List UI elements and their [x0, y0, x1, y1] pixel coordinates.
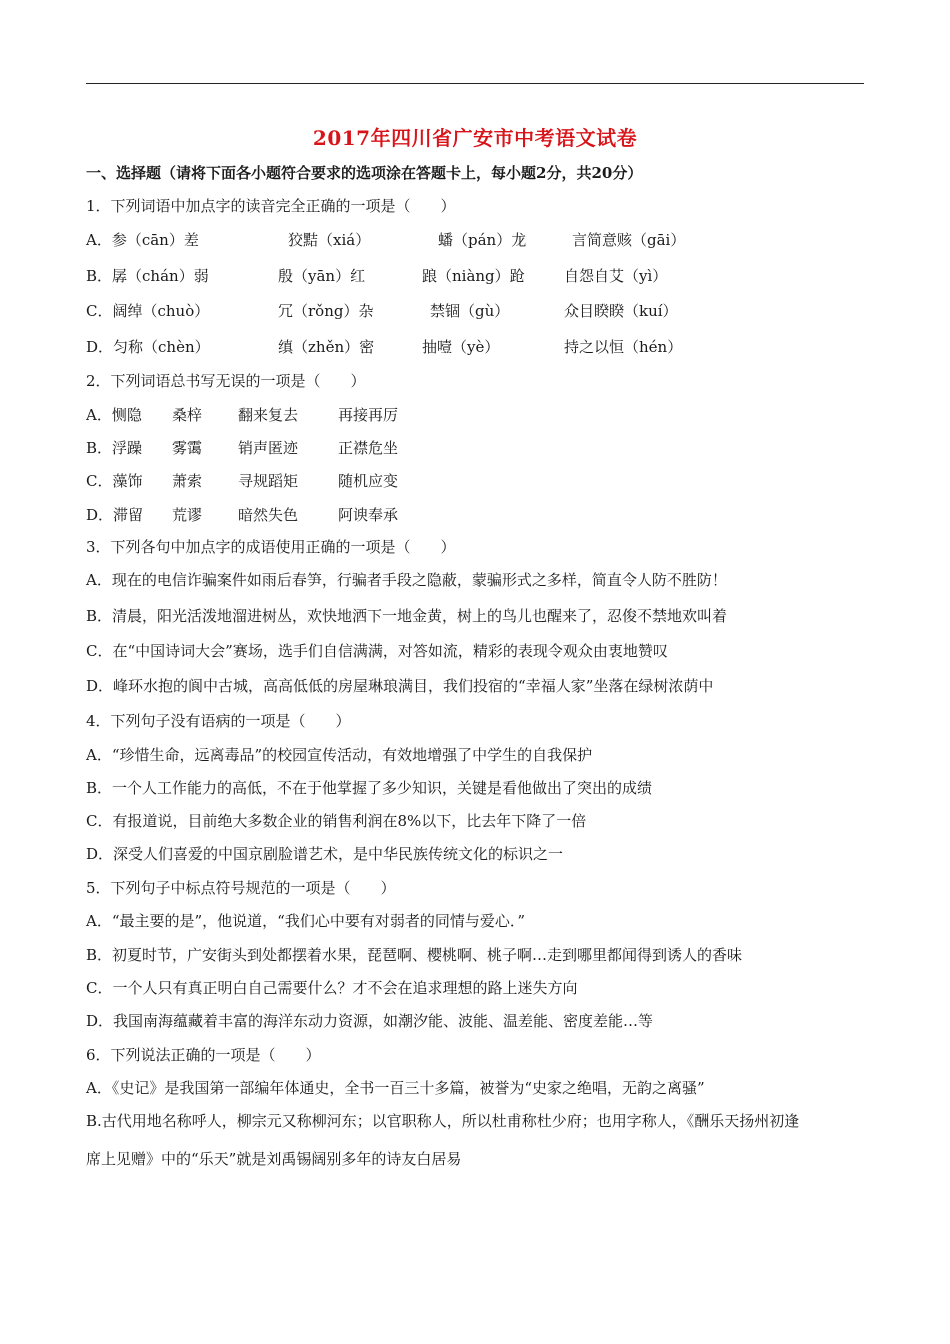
option-cell: A．恻隐 [86, 406, 142, 424]
question-5-stem: 5．下列句子中标点符号规范的一项是（ ） [86, 879, 396, 897]
question-2-stem: 2．下列词语总书写无误的一项是（ ） [86, 372, 366, 390]
option-cell: 禁锢（gù） [430, 302, 510, 320]
question-3-option-a: A．现在的电信诈骗案件如雨后春笋，行骗者手段之隐蔽，蒙骗形式之多样，简直令人防不胜防！ [86, 571, 727, 589]
question-5-option-a: A．“最主要的是”，他说道，“我们心中要有对弱者的同情与爱心．” [86, 912, 526, 930]
option-cell: 暗然失色 [238, 506, 299, 524]
option-cell: 冗（rǒng）杂 [278, 302, 374, 320]
question-4-option-a: A．“珍惜生命，远离毒品”的校园宣传活动，有效地增强了中学生的自我保护 [86, 746, 593, 764]
option-cell: 持之以恒（hén） [564, 338, 683, 356]
header-rule [86, 83, 864, 84]
option-cell: 众目睽睽（kuí） [564, 302, 678, 320]
question-4-option-d: D．深受人们喜爱的中国京剧脸谱艺术，是中华民族传统文化的标识之一 [86, 845, 564, 863]
question-5-option-b: B．初夏时节，广安街头到处都摆着水果，琵琶啊、樱桃啊、桃子啊…走到哪里都闻得到诱人的香味 [86, 946, 743, 964]
option-cell: 萧索 [172, 472, 203, 490]
option-cell: 殷（yān）红 [278, 267, 366, 285]
section-heading: 一、选择题（请将下面各小题符合要求的选项涂在答题卡上，每小题2分，共20分） [86, 164, 643, 182]
option-cell: 荒谬 [172, 506, 203, 524]
question-3-option-c: C．在“中国诗词大会”赛场，选手们自信满满，对答如流，精彩的表现令观众由衷地赞叹 [86, 642, 668, 660]
option-cell: 桑梓 [172, 406, 203, 424]
option-cell: D．滞留 [86, 506, 144, 524]
question-1-stem: 1．下列词语中加点字的读音完全正确的一项是（ ） [86, 197, 456, 215]
question-4-option-b: B．一个人工作能力的高低，不在于他掌握了多少知识，关键是看他做出了突出的成绩 [86, 779, 653, 797]
question-4-option-c: C．有报道说，目前绝大多数企业的销售利润在8%以下，比去年下降了一倍 [86, 812, 587, 830]
option-cell: 言简意赅（gāi） [572, 231, 686, 249]
option-cell: 自怨自艾（yì） [564, 267, 668, 285]
option-cell: 踉（niàng）跄 [422, 267, 525, 285]
option-cell: 正襟危坐 [338, 439, 399, 457]
option-cell: 阿谀奉承 [338, 506, 399, 524]
option-cell: D．匀称（chèn） [86, 338, 210, 356]
option-cell: C．藻饰 [86, 472, 143, 490]
option-cell: 翻来复去 [238, 406, 299, 424]
option-cell: A．参（cān）差 [86, 231, 199, 249]
question-6-stem: 6．下列说法正确的一项是（ ） [86, 1046, 321, 1064]
option-cell: 雾霭 [172, 439, 203, 457]
question-6-option-b: B.古代用地名称呼人，柳宗元又称柳河东；以官职称人，所以杜甫称杜少府；也用字称人，《酬乐天扬州初逢 [86, 1112, 800, 1130]
question-6-option-b-continued: 席上见赠》中的“乐天”就是刘禹锡阔别多年的诗友白居易 [86, 1150, 462, 1168]
option-cell: B．浮躁 [86, 439, 143, 457]
question-5-option-c: C．一个人只有真正明白自己需要什么？才不会在追求理想的路上迷失方向 [86, 979, 578, 997]
page-title: 2017年四川省广安市中考语文试卷 [312, 126, 638, 150]
option-cell: B．孱（chán）弱 [86, 267, 209, 285]
question-3-stem: 3．下列各句中加点字的成语使用正确的一项是（ ） [86, 538, 456, 556]
option-cell: C．阔绰（chuò） [86, 302, 210, 320]
question-4-stem: 4．下列句子没有语病的一项是（ ） [86, 712, 351, 730]
option-cell: 销声匿迹 [238, 439, 299, 457]
option-cell: 再接再厉 [338, 406, 399, 424]
question-6-option-a: A．《史记》是我国第一部编年体通史，全书一百三十多篇，被誉为“史家之绝唱，无韵之离骚” [86, 1079, 705, 1097]
question-3-option-d: D．峰环水抱的阆中古城，高高低低的房屋琳琅满目，我们投宿的“幸福人家”坐落在绿树浓荫中 [86, 677, 714, 695]
question-5-option-d: D．我国南海蕴藏着丰富的海洋东动力资源，如潮汐能、波能、温差能、密度差能…等 [86, 1012, 654, 1030]
option-cell: 寻规蹈矩 [238, 472, 299, 490]
option-cell: 缜（zhěn）密 [278, 338, 375, 356]
option-cell: 狡黠（xiá） [288, 231, 371, 249]
option-cell: 随机应变 [338, 472, 399, 490]
option-cell: 蟠（pán）龙 [438, 231, 527, 249]
question-3-option-b: B．清晨，阳光活泼地溜进树丛，欢快地洒下一地金黄，树上的鸟儿也醒来了，忍俊不禁地欢叫着 [86, 607, 728, 625]
option-cell: 抽噎（yè） [422, 338, 500, 356]
